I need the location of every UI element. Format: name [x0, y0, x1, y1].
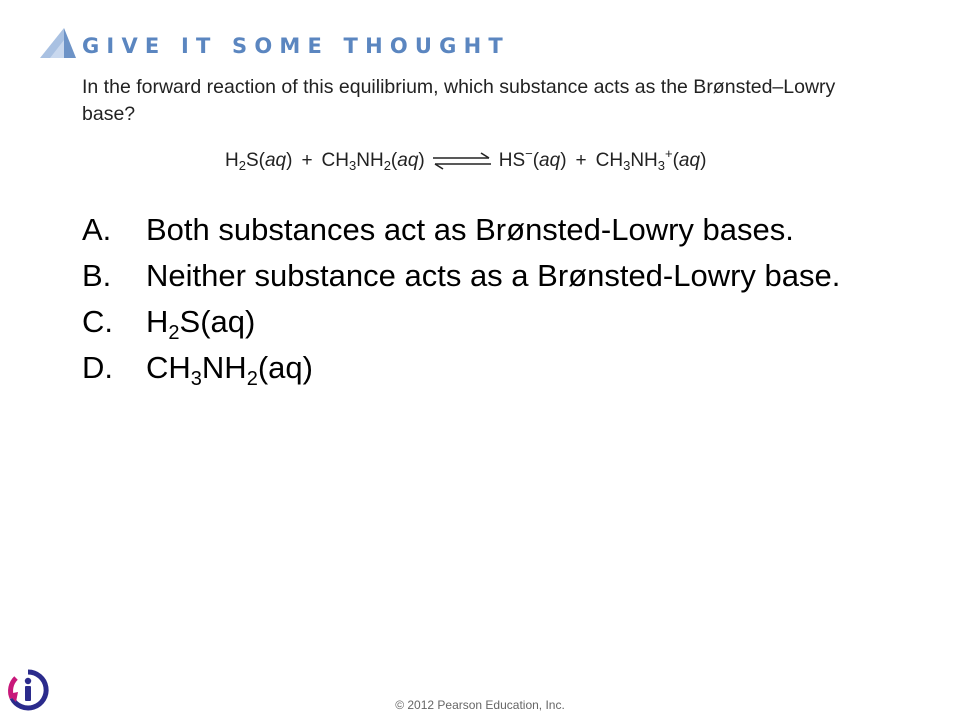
choice-text: $CH_3NH_2(aq)$ — [146, 350, 313, 390]
choice-b[interactable] — [82, 258, 882, 294]
choice-letter: C. — [82, 304, 113, 339]
product-ch3nh3-plus: $CH_3NH_3^+(aq)$ — [595, 146, 707, 173]
choice-c[interactable] — [82, 304, 882, 344]
choice-d[interactable] — [82, 350, 882, 390]
triangle-logo-icon — [38, 26, 78, 60]
choice-letter: B. — [82, 258, 112, 293]
choice-a[interactable] — [82, 212, 882, 248]
plus-sign: + — [301, 150, 313, 171]
choice-text: Neither substance acts as a Brønsted-Lowry base. — [146, 258, 841, 293]
choice-letter: A. — [82, 212, 112, 247]
reactant-h2s: $H_2S(aq)$ — [225, 150, 293, 173]
reactant-ch3nh2: $CH_3NH_2(aq)$ — [321, 150, 425, 173]
choice-text: $H_2S(aq)$ — [146, 304, 256, 344]
question-text: In the forward reaction of this equilibrium, which substance acts as the Brønsted–Lowry base? — [82, 76, 836, 125]
copyright-notice: © 2012 Pearson Education, Inc. — [395, 698, 565, 712]
choice-letter: D. — [82, 350, 113, 385]
choice-text: Both substances act as Brønsted-Lowry bases. — [146, 212, 794, 247]
chemical-equation — [225, 146, 707, 173]
product-hs-minus: HS−(aq) — [498, 146, 567, 171]
answer-choices — [82, 212, 882, 396]
equilibrium-arrows-icon — [431, 152, 493, 170]
plus-sign: + — [575, 150, 587, 171]
section-banner-title: GIVE IT SOME THOUGHT — [82, 34, 510, 58]
